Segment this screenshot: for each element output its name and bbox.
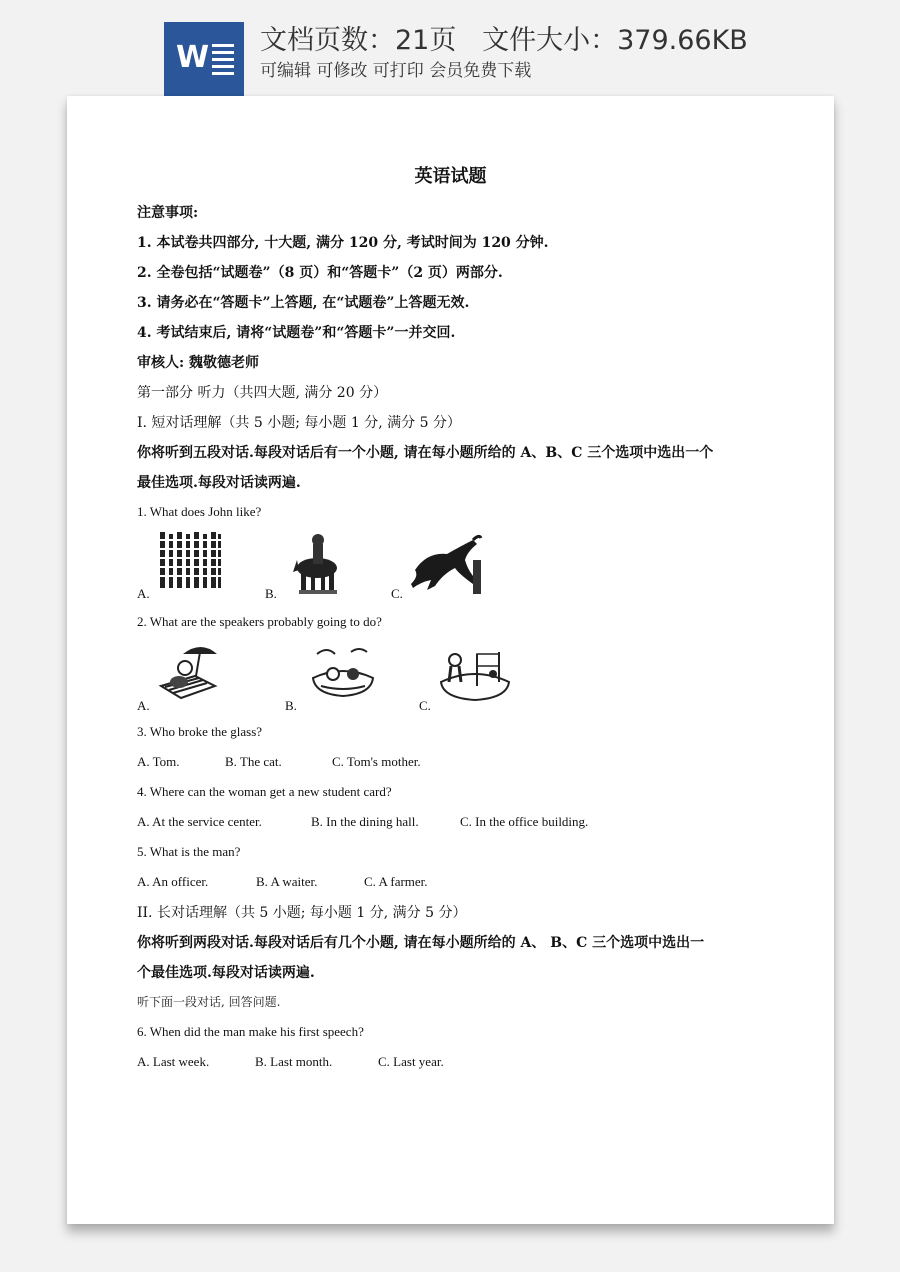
q2-option-c: C. — [419, 698, 431, 713]
section-one-instructions-cont: 最佳选项.每段对话读两遍. — [137, 475, 301, 491]
q5-option-b: B. A waiter. — [256, 874, 318, 889]
notice-heading: 注意事项: — [137, 205, 199, 221]
question-6: 6. When did the man make his first speech? — [137, 1024, 364, 1039]
q3-option-a: A. Tom. — [137, 754, 180, 769]
q2-option-b: B. — [285, 698, 297, 713]
badminton-net-image — [437, 636, 513, 710]
q4-option-b: B. In the dining hall. — [311, 814, 419, 829]
question-1: 1. What does John like? — [137, 504, 262, 519]
word-document-icon — [164, 22, 244, 96]
download-banner — [0, 0, 900, 96]
page-count: 文档页数：21页 — [260, 25, 457, 56]
notice-item-3: 3. 请务必在“答题卡”上答题, 在“试题卷”上答题无效. — [137, 295, 470, 311]
calligraphy-image — [157, 530, 223, 596]
section-two-instructions: 你将听到两段对话.每段对话后有几个小题, 请在每小题所给的 A、 B、C 三个选项中选出一 — [137, 935, 705, 951]
q6-option-b: B. Last month. — [255, 1054, 333, 1069]
q1-option-b: B. — [265, 586, 277, 601]
q4-option-a: A. At the service center. — [137, 814, 262, 829]
notice-item-1: 1. 本试卷共四部分, 十大题, 满分 120 分, 考试时间为 120 分钟. — [137, 235, 549, 251]
feature-list: 可编辑 可修改 可打印 会员免费下载 — [260, 61, 532, 81]
q5-option-c: C. A farmer. — [364, 874, 428, 889]
document-page — [67, 96, 834, 1224]
beach-umbrella-picnic-image — [155, 640, 225, 708]
part-one-heading: 第一部分 听力（共四大题, 满分 20 分） — [137, 385, 388, 401]
q4-option-c: C. In the office building. — [460, 814, 589, 829]
q6-option-a: A. Last week. — [137, 1054, 210, 1069]
word-letter: W — [176, 40, 210, 75]
file-info — [260, 18, 748, 57]
section-one-heading: I. 短对话理解（共 5 小题; 每小题 1 分, 满分 5 分） — [137, 415, 461, 431]
question-4: 4. Where can the woman get a new student card? — [137, 784, 392, 799]
galloping-horse-painting-image — [407, 530, 483, 600]
children-boat-image — [307, 644, 379, 708]
file-size: 文件大小：379.66KB — [482, 25, 748, 56]
section-two-instructions-cont: 个最佳选项.每段对话读两遍. — [137, 965, 315, 981]
q6-option-c: C. Last year. — [378, 1054, 444, 1069]
q1-option-a: A. — [137, 586, 150, 601]
horse-rider-statue-image — [289, 532, 345, 600]
notice-item-4: 4. 考试结束后, 请将“试题卷”和“答题卡”一并交回. — [137, 325, 456, 341]
q3-option-b: B. The cat. — [225, 754, 282, 769]
question-2: 2. What are the speakers probably going to do? — [137, 614, 382, 629]
section-one-instructions: 你将听到五段对话.每段对话后有一个小题, 请在每小题所给的 A、B、C 三个选项中选出一个 — [137, 445, 714, 461]
reviewer-line: 审核人: 魏敬德老师 — [137, 355, 260, 371]
question-5: 5. What is the man? — [137, 844, 241, 859]
listen-note: 听下面一段对话, 回答问题. — [137, 995, 281, 1009]
q1-option-c: C. — [391, 586, 403, 601]
q2-option-a: A. — [137, 698, 150, 713]
section-two-heading: II. 长对话理解（共 5 小题; 每小题 1 分, 满分 5 分） — [137, 905, 467, 921]
document-title: 英语试题 — [414, 166, 487, 187]
q5-option-a: A. An officer. — [137, 874, 209, 889]
question-3: 3. Who broke the glass? — [137, 724, 263, 739]
q3-option-c: C. Tom's mother. — [332, 754, 421, 769]
notice-item-2: 2. 全卷包括“试题卷”（8 页）和“答题卡”（2 页）两部分. — [137, 265, 503, 281]
